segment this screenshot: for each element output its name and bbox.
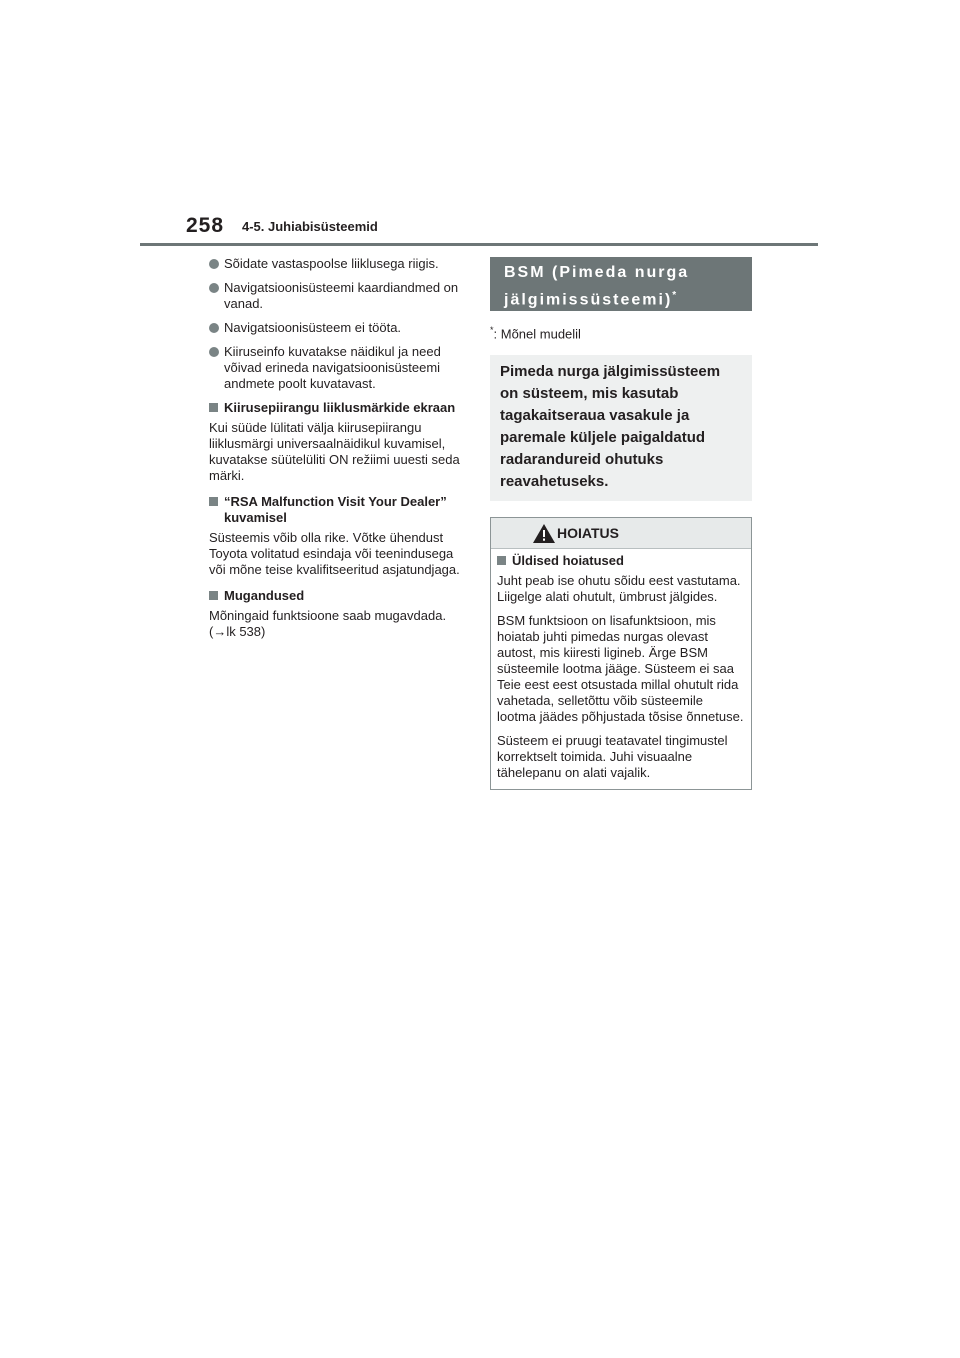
section-text: Kui süüde lülitati välja kiirusepiirangu liiklusmärgi universaalnäidikul kuvamisel, kuvatakse süütelüliti ON režiimi uuesti seda märki. xyxy=(209,420,460,483)
square-bullet-icon xyxy=(497,556,506,565)
list-item: Navigatsioonisüsteemi kaardiandmed on vanad. xyxy=(209,280,467,312)
warning-title: HOIATUS xyxy=(557,525,619,542)
warning-subheading: Üldised hoiatused xyxy=(497,553,745,569)
summary-box: Pimeda nurga jälgimissüsteem on süsteem, mis kasutab tagakaitseraua vasakule ja paremale küljele paigaldatud radarandureid ohutuks reavahetuseks. xyxy=(490,355,752,501)
left-column xyxy=(209,256,467,650)
section-title: 4-5. Juhiabisüsteemid xyxy=(242,219,378,234)
square-bullet-icon xyxy=(209,403,218,412)
bullet-icon xyxy=(209,347,219,357)
section-heading: Mugandused xyxy=(209,588,467,604)
bullet-icon xyxy=(209,283,219,293)
list-item: Kiiruseinfo kuvatakse näidikul ja need võivad erineda navigatsioonisüsteemi andmete poolt kuvatavast. xyxy=(209,344,467,392)
bullet-icon xyxy=(209,259,219,269)
square-bullet-icon xyxy=(209,497,218,506)
page-header xyxy=(186,214,818,246)
bsm-title-line1: BSM (Pimeda nurga xyxy=(504,264,690,281)
square-bullet-icon xyxy=(209,591,218,600)
warning-box xyxy=(490,517,752,790)
right-column xyxy=(490,257,752,790)
bsm-title-line2: jälgimissüsteemi) xyxy=(504,291,673,309)
warning-paragraph: Juht peab ise ohutu sõidu eest vastutama. Liigelge alati ohutult, ümbrust jälgides. xyxy=(497,573,741,605)
footnote-marker: * xyxy=(672,290,677,301)
warning-paragraph: Süsteem ei pruugi teatavatel tingimustel korrektselt toimida. Juhi visuaalne tähelepanu on alati vajalik. xyxy=(497,733,728,781)
page-number: 258 xyxy=(186,214,225,237)
list-item: Sõidate vastaspoolse liiklusega riigis. xyxy=(209,256,467,272)
list-item: Navigatsioonisüsteem ei tööta. xyxy=(209,320,467,336)
warning-body xyxy=(491,549,751,789)
bullet-icon xyxy=(209,323,219,333)
bsm-title-box xyxy=(490,257,752,311)
warning-paragraph: BSM funktsioon on lisafunktsioon, mis hoiatab juhti pimedas nurgas olevast autost, mis kiiresti ligineb. Ärge BSM süsteemile lootma jääge. Süsteem ei saa Teie eest eest otsustada millal ohutult rida vahetada, selletõttu võib süsteemile lootma jäädes põhjustada tõsise õnnetuse. xyxy=(497,613,744,725)
warning-header xyxy=(491,518,751,549)
section-text: Mõningaid funktsioone saab mugavdada. (→lk 538) xyxy=(209,608,447,639)
section-text: Süsteemis võib olla rike. Võtke ühendust Toyota volitatud esindaja või teenindusega või mõne teise kvalifitseeritud asjatundjaga. xyxy=(209,530,460,577)
footnote: *: Mõnel mudelil xyxy=(490,325,581,342)
header-rule xyxy=(140,243,818,246)
section-heading: “RSA Malfunction Visit Your Dealer” kuvamisel xyxy=(209,494,467,526)
section-heading: Kiirusepiirangu liiklusmärkide ekraan xyxy=(209,400,467,416)
warning-triangle-icon xyxy=(533,524,555,548)
